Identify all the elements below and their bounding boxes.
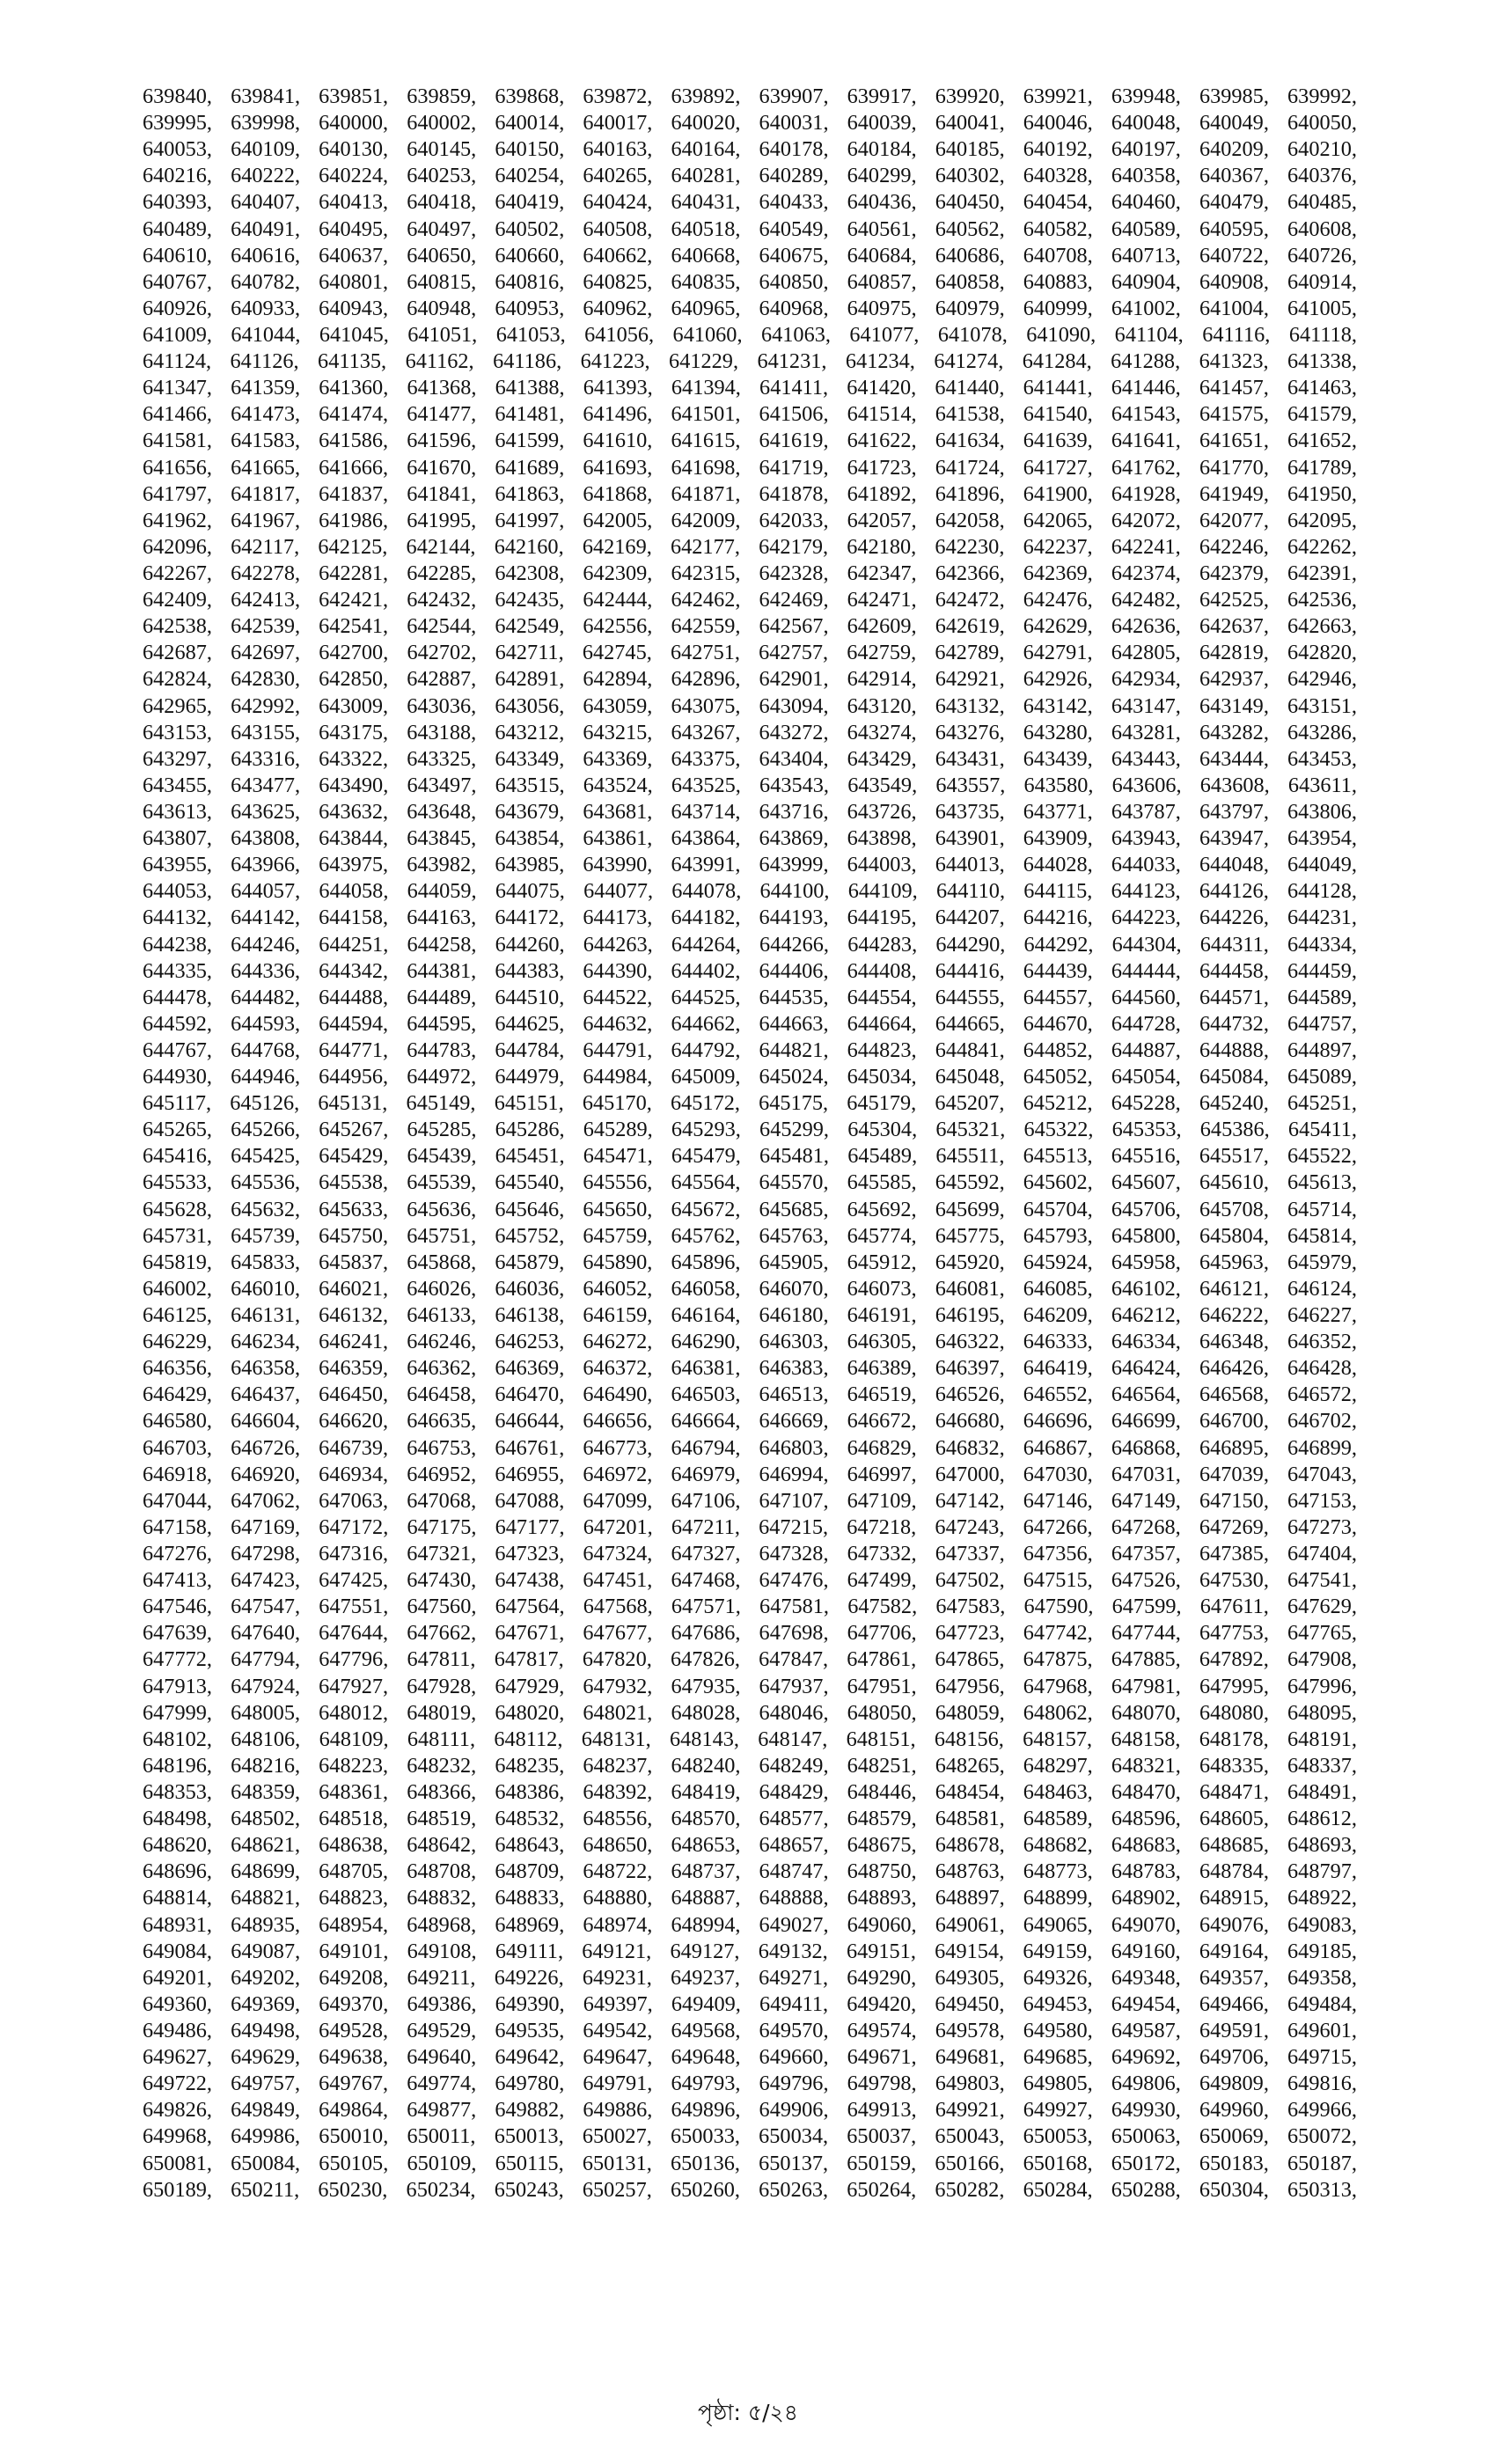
number-list-line: 642824, 642830, 642850, 642887, 642891, 642894, 642896, 642901, 642914, 642921, 642926, 642934, 642937, 642946, xyxy=(143,667,1357,692)
number-list-line: 648353, 648359, 648361, 648366, 648386, 648392, 648419, 648429, 648446, 648454, 648463, 648470, 648471, 648491, xyxy=(143,1780,1357,1804)
number-list-line: 649968, 649986, 650010, 650011, 650013, 650027, 650033, 650034, 650037, 650043, 650053, 650063, 650069, 650072, xyxy=(143,2124,1357,2149)
number-list-line: 640489, 640491, 640495, 640497, 640502, 640508, 640518, 640549, 640561, 640562, 640582, 640589, 640595, 640608, xyxy=(143,216,1357,241)
number-list-line: 640216, 640222, 640224, 640253, 640254, 640265, 640281, 640289, 640299, 640302, 640328, 640358, 640367, 640376, xyxy=(143,164,1357,188)
number-list-line: 647276, 647298, 647316, 647321, 647323, 647324, 647327, 647328, 647332, 647337, 647356, 647357, 647385, 647404, xyxy=(143,1542,1357,1566)
number-list-line: 644930, 644946, 644956, 644972, 644979, 644984, 645009, 645024, 645034, 645048, 645052, 645054, 645084, 645089, xyxy=(143,1065,1357,1089)
number-list-line: 646356, 646358, 646359, 646362, 646369, 646372, 646381, 646383, 646389, 646397, 646419, 646424, 646426, 646428, xyxy=(143,1356,1357,1381)
number-list-line: 644053, 644057, 644058, 644059, 644075, 644077, 644078, 644100, 644109, 644110, 644115, 644123, 644126, 644128, xyxy=(143,879,1357,904)
number-list-line: 643807, 643808, 643844, 643845, 643854, 643861, 643864, 643869, 643898, 643901, 643909, 643943, 643947, 643954, xyxy=(143,826,1357,851)
number-list-line: 647158, 647169, 647172, 647175, 647177, 647201, 647211, 647215, 647218, 647243, 647266, 647268, 647269, 647273, xyxy=(143,1514,1357,1539)
number-list-line: 649627, 649629, 649638, 649640, 649642, 649647, 649648, 649660, 649671, 649681, 649685, 649692, 649706, 649715, xyxy=(143,2045,1357,2070)
number-list-line: 640926, 640933, 640943, 640948, 640953, 640962, 640965, 640968, 640975, 640979, 640999, 641002, 641004, 641005, xyxy=(143,296,1357,320)
number-list-line: 641656, 641665, 641666, 641670, 641689, 641693, 641698, 641719, 641723, 641724, 641727, 641762, 641770, 641789, xyxy=(143,455,1357,480)
number-list-line: 647999, 648005, 648012, 648019, 648020, 648021, 648028, 648046, 648050, 648059, 648062, 648070, 648080, 648095, xyxy=(143,1700,1357,1725)
number-list-line: 641962, 641967, 641986, 641995, 641997, 642005, 642009, 642033, 642057, 642058, 642065, 642072, 642077, 642095, xyxy=(143,508,1357,532)
number-list-line: 650081, 650084, 650105, 650109, 650115, 650131, 650136, 650137, 650159, 650166, 650168, 650172, 650183, 650187, xyxy=(143,2151,1357,2175)
number-list-line: 646229, 646234, 646241, 646246, 646253, 646272, 646290, 646303, 646305, 646322, 646333, 646334, 646348, 646352, xyxy=(143,1330,1357,1354)
number-list-line: 644132, 644142, 644158, 644163, 644172, 644173, 644182, 644193, 644195, 644207, 644216, 644223, 644226, 644231, xyxy=(143,906,1357,930)
number-list-line: 640053, 640109, 640130, 640145, 640150, 640163, 640164, 640178, 640184, 640185, 640192, 640197, 640209, 640210, xyxy=(143,137,1357,162)
number-list-line: 641347, 641359, 641360, 641368, 641388, 641393, 641394, 641411, 641420, 641440, 641441, 641446, 641457, 641463, xyxy=(143,376,1357,400)
number-list-line: 642096, 642117, 642125, 642144, 642160, 642169, 642177, 642179, 642180, 642230, 642237, 642241, 642246, 642262, xyxy=(143,534,1357,559)
number-list-line: 649486, 649498, 649528, 649529, 649535, 649542, 649568, 649570, 649574, 649578, 649580, 649587, 649591, 649601, xyxy=(143,2018,1357,2042)
number-list-line: 648102, 648106, 648109, 648111, 648112, 648131, 648143, 648147, 648151, 648156, 648157, 648158, 648178, 648191, xyxy=(143,1727,1357,1751)
number-list-line: 645265, 645266, 645267, 645285, 645286, 645289, 645293, 645299, 645304, 645321, 645322, 645353, 645386, 645411, xyxy=(143,1118,1357,1142)
number-list-line: 641124, 641126, 641135, 641162, 641186, 641223, 641229, 641231, 641234, 641274, 641284, 641288, 641323, 641338, xyxy=(143,349,1357,374)
number-list-line: 645628, 645632, 645633, 645636, 645646, 645650, 645672, 645685, 645692, 645699, 645704, 645706, 645708, 645714, xyxy=(143,1197,1357,1221)
number-list-line: 649826, 649849, 649864, 649877, 649882, 649886, 649896, 649906, 649913, 649921, 649927, 649930, 649960, 649966, xyxy=(143,2098,1357,2123)
number-list-line: 641797, 641817, 641837, 641841, 641863, 641868, 641871, 641878, 641892, 641896, 641900, 641928, 641949, 641950, xyxy=(143,481,1357,506)
number-list-line: 643153, 643155, 643175, 643188, 643212, 643215, 643267, 643272, 643274, 643276, 643280, 643281, 643282, 643286, xyxy=(143,720,1357,744)
number-list-line: 644335, 644336, 644342, 644381, 644383, 644390, 644402, 644406, 644408, 644416, 644439, 644444, 644458, 644459, xyxy=(143,958,1357,983)
number-list-line: 641009, 641044, 641045, 641051, 641053, 641056, 641060, 641063, 641077, 641078, 641090, 641104, 641116, 641118, xyxy=(143,322,1357,347)
number-list-line: 644592, 644593, 644594, 644595, 644625, 644632, 644662, 644663, 644664, 644665, 644670, 644728, 644732, 644757, xyxy=(143,1011,1357,1036)
number-list-line: 649084, 649087, 649101, 649108, 649111, 649121, 649127, 649132, 649151, 649154, 649159, 649160, 649164, 649185, xyxy=(143,1939,1357,1963)
number-list-line: 649722, 649757, 649767, 649774, 649780, 649791, 649793, 649796, 649798, 649803, 649805, 649806, 649809, 649816, xyxy=(143,2072,1357,2096)
number-list-line: 645533, 645536, 645538, 645539, 645540, 645556, 645564, 645570, 645585, 645592, 645602, 645607, 645610, 645613, xyxy=(143,1170,1357,1195)
number-list-line: 645117, 645126, 645131, 645149, 645151, 645170, 645172, 645175, 645179, 645207, 645212, 645228, 645240, 645251, xyxy=(143,1091,1357,1116)
number-list-line: 646002, 646010, 646021, 646026, 646036, 646052, 646058, 646070, 646073, 646081, 646085, 646102, 646121, 646124, xyxy=(143,1276,1357,1301)
number-list-line: 639995, 639998, 640000, 640002, 640014, 640017, 640020, 640031, 640039, 640041, 640046, 640048, 640049, 640050, xyxy=(143,111,1357,136)
number-list-line: 647044, 647062, 647063, 647068, 647088, 647099, 647106, 647107, 647109, 647142, 647146, 647149, 647150, 647153, xyxy=(143,1488,1357,1513)
number-list-line: 640767, 640782, 640801, 640815, 640816, 640825, 640835, 640850, 640857, 640858, 640883, 640904, 640908, 640914, xyxy=(143,269,1357,294)
number-list-line: 645731, 645739, 645750, 645751, 645752, 645759, 645762, 645763, 645774, 645775, 645793, 645800, 645804, 645814, xyxy=(143,1223,1357,1248)
number-list-line: 639840, 639841, 639851, 639859, 639868, 639872, 639892, 639907, 639917, 639920, 639921, 639948, 639985, 639992, xyxy=(143,84,1357,108)
number-list-line: 649360, 649369, 649370, 649386, 649390, 649397, 649409, 649411, 649420, 649450, 649453, 649454, 649466, 649484, xyxy=(143,1991,1357,2016)
number-list xyxy=(143,84,1357,2204)
number-list-line: 646703, 646726, 646739, 646753, 646761, 646773, 646794, 646803, 646829, 646832, 646867, 646868, 646895, 646899, xyxy=(143,1435,1357,1460)
number-list-line: 641581, 641583, 641586, 641596, 641599, 641610, 641615, 641619, 641622, 641634, 641639, 641641, 641651, 641652, xyxy=(143,429,1357,453)
number-list-line: 642267, 642278, 642281, 642285, 642308, 642309, 642315, 642328, 642347, 642366, 642369, 642374, 642379, 642391, xyxy=(143,561,1357,585)
number-list-line: 647546, 647547, 647551, 647560, 647564, 647568, 647571, 647581, 647582, 647583, 647590, 647599, 647611, 647629, xyxy=(143,1595,1357,1619)
number-list-line: 648196, 648216, 648223, 648232, 648235, 648237, 648240, 648249, 648251, 648265, 648297, 648321, 648335, 648337, xyxy=(143,1753,1357,1778)
number-list-line: 647772, 647794, 647796, 647811, 647817, 647820, 647826, 647847, 647861, 647865, 647875, 647885, 647892, 647908, xyxy=(143,1647,1357,1672)
number-list-line: 645416, 645425, 645429, 645439, 645451, 645471, 645479, 645481, 645489, 645511, 645513, 645516, 645517, 645522, xyxy=(143,1144,1357,1169)
page-number: পৃষ্ঠা: ৫/২৪ xyxy=(698,2400,798,2425)
number-list-line: 642409, 642413, 642421, 642432, 642435, 642444, 642462, 642469, 642471, 642472, 642476, 642482, 642525, 642536, xyxy=(143,588,1357,612)
number-list-line: 648620, 648621, 648638, 648642, 648643, 648650, 648653, 648657, 648675, 648678, 648682, 648683, 648685, 648693, xyxy=(143,1833,1357,1858)
number-list-line: 644478, 644482, 644488, 644489, 644510, 644522, 644525, 644535, 644554, 644555, 644557, 644560, 644571, 644589, xyxy=(143,985,1357,1009)
number-list-line: 643455, 643477, 643490, 643497, 643515, 643524, 643525, 643543, 643549, 643557, 643580, 643606, 643608, 643611, xyxy=(143,773,1357,797)
number-list-line: 646918, 646920, 646934, 646952, 646955, 646972, 646979, 646994, 646997, 647000, 647030, 647031, 647039, 647043, xyxy=(143,1462,1357,1486)
number-list-line: 650189, 650211, 650230, 650234, 650243, 650257, 650260, 650263, 650264, 650282, 650284, 650288, 650304, 650313, xyxy=(143,2177,1357,2202)
number-list-line: 644238, 644246, 644251, 644258, 644260, 644263, 644264, 644266, 644283, 644290, 644292, 644304, 644311, 644334, xyxy=(143,932,1357,957)
number-list-line: 643297, 643316, 643322, 643325, 643349, 643369, 643375, 643404, 643429, 643431, 643439, 643443, 643444, 643453, xyxy=(143,746,1357,771)
number-list-line: 642965, 642992, 643009, 643036, 643056, 643059, 643075, 643094, 643120, 643132, 643142, 643147, 643149, 643151, xyxy=(143,693,1357,718)
number-list-line: 647639, 647640, 647644, 647662, 647671, 647677, 647686, 647698, 647706, 647723, 647742, 647744, 647753, 647765, xyxy=(143,1621,1357,1646)
number-list-line: 646125, 646131, 646132, 646133, 646138, 646159, 646164, 646180, 646191, 646195, 646209, 646212, 646222, 646227, xyxy=(143,1303,1357,1328)
number-list-line: 640393, 640407, 640413, 640418, 640419, 640424, 640431, 640433, 640436, 640450, 640454, 640460, 640479, 640485, xyxy=(143,190,1357,215)
number-list-line: 648931, 648935, 648954, 648968, 648969, 648974, 648994, 649027, 649060, 649061, 649065, 649070, 649076, 649083, xyxy=(143,1912,1357,1937)
number-list-line: 647413, 647423, 647425, 647430, 647438, 647451, 647468, 647476, 647499, 647502, 647515, 647526, 647530, 647541, xyxy=(143,1568,1357,1593)
number-list-line: 646580, 646604, 646620, 646635, 646644, 646656, 646664, 646669, 646672, 646680, 646696, 646699, 646700, 646702, xyxy=(143,1409,1357,1434)
number-list-line: 643613, 643625, 643632, 643648, 643679, 643681, 643714, 643716, 643726, 643735, 643771, 643787, 643797, 643806, xyxy=(143,799,1357,824)
number-list-line: 643955, 643966, 643975, 643982, 643985, 643990, 643991, 643999, 644003, 644013, 644028, 644033, 644048, 644049, xyxy=(143,853,1357,877)
number-list-line: 640610, 640616, 640637, 640650, 640660, 640662, 640668, 640675, 640684, 640686, 640708, 640713, 640722, 640726, xyxy=(143,243,1357,268)
number-list-line: 649201, 649202, 649208, 649211, 649226, 649231, 649237, 649271, 649290, 649305, 649326, 649348, 649357, 649358, xyxy=(143,1965,1357,1990)
number-list-line: 646429, 646437, 646450, 646458, 646470, 646490, 646503, 646513, 646519, 646526, 646552, 646564, 646568, 646572, xyxy=(143,1382,1357,1407)
number-list-line: 648498, 648502, 648518, 648519, 648532, 648556, 648570, 648577, 648579, 648581, 648589, 648596, 648605, 648612, xyxy=(143,1807,1357,1831)
number-list-line: 642538, 642539, 642541, 642544, 642549, 642556, 642559, 642567, 642609, 642619, 642629, 642636, 642637, 642663, xyxy=(143,614,1357,639)
number-list-line: 642687, 642697, 642700, 642702, 642711, 642745, 642751, 642757, 642759, 642789, 642791, 642805, 642819, 642820, xyxy=(143,641,1357,665)
number-list-line: 645819, 645833, 645837, 645868, 645879, 645890, 645896, 645905, 645912, 645920, 645924, 645958, 645963, 645979, xyxy=(143,1250,1357,1274)
number-list-line: 648696, 648699, 648705, 648708, 648709, 648722, 648737, 648747, 648750, 648763, 648773, 648783, 648784, 648797, xyxy=(143,1859,1357,1884)
number-list-line: 647913, 647924, 647927, 647928, 647929, 647932, 647935, 647937, 647951, 647956, 647968, 647981, 647995, 647996, xyxy=(143,1674,1357,1698)
number-list-line: 641466, 641473, 641474, 641477, 641481, 641496, 641501, 641506, 641514, 641538, 641540, 641543, 641575, 641579, xyxy=(143,402,1357,427)
number-list-line: 648814, 648821, 648823, 648832, 648833, 648880, 648887, 648888, 648893, 648897, 648899, 648902, 648915, 648922, xyxy=(143,1886,1357,1910)
number-list-line: 644767, 644768, 644771, 644783, 644784, 644791, 644792, 644821, 644823, 644841, 644852, 644887, 644888, 644897, xyxy=(143,1038,1357,1062)
